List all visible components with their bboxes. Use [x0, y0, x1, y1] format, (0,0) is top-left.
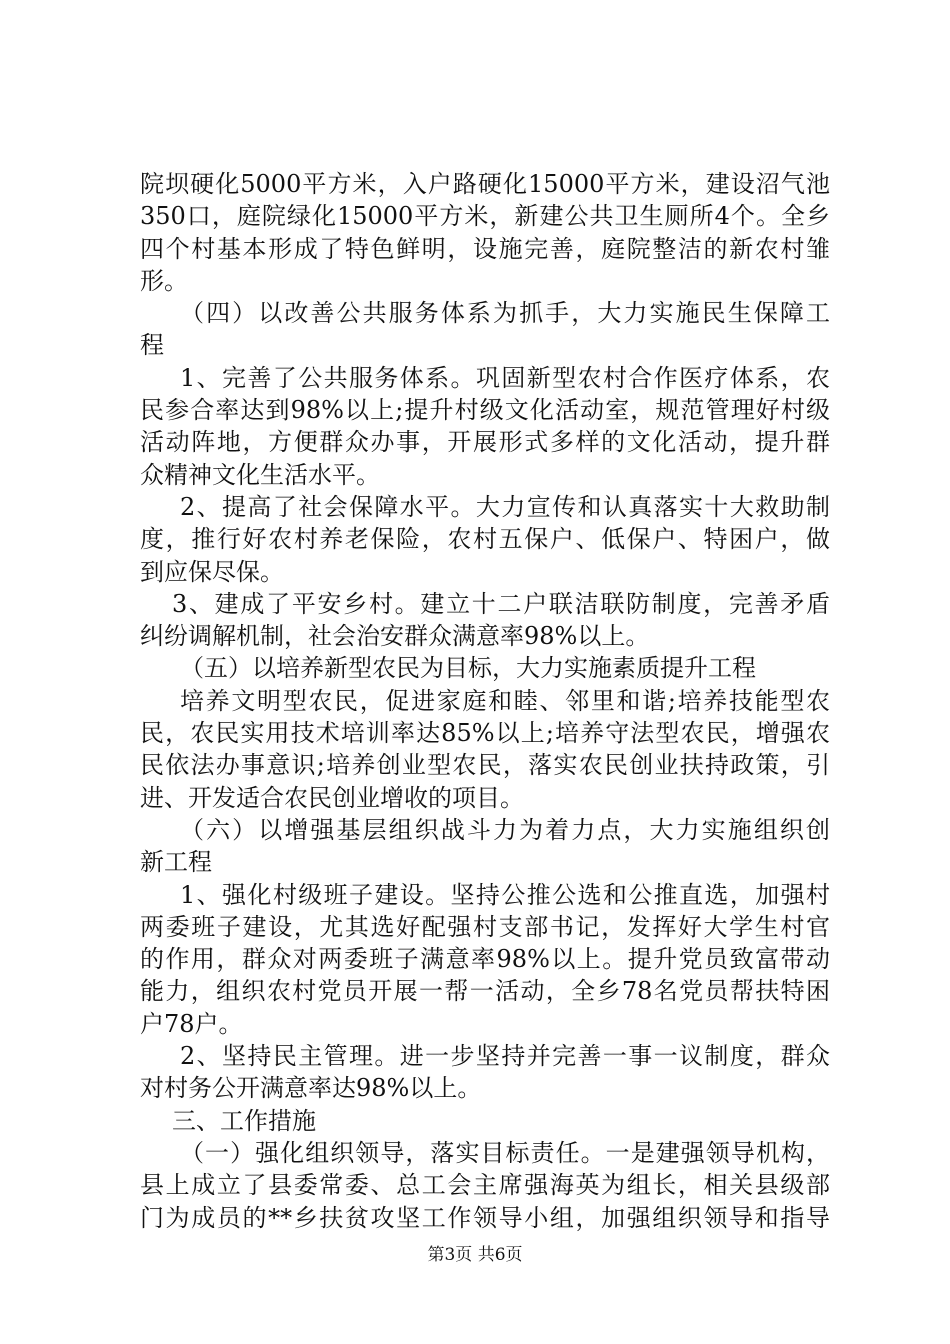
text-line: 度，推行好农村养老保险，农村五保户、低保户、特困户，做: [140, 525, 830, 554]
text-line: 进、开发适合农民创业增收的项目。: [140, 783, 524, 812]
text-line: 两委班子建设，尤其选好配强村支部书记，发挥好大学生村官: [140, 912, 830, 941]
text-line: （四）以改善公共服务体系为抓手，大力实施民生保障工: [180, 299, 830, 328]
text-line: （一）强化组织领导，落实目标责任。一是建强领导机构，: [180, 1138, 830, 1167]
text-line: 众精神文化生活水平。: [140, 460, 380, 489]
text-line: （五）以培养新型农民为目标，大力实施素质提升工程: [180, 654, 756, 683]
text-line: 1、强化村级班子建设。坚持公推公选和公推直选，加强村: [180, 880, 830, 909]
text-line: 门为成员的**乡扶贫攻坚工作领导小组，加强组织领导和指导: [140, 1203, 830, 1232]
text-line: 形。: [140, 266, 188, 295]
text-line: 民参合率达到98%以上;提升村级文化活动室，规范管理好村级: [140, 396, 830, 425]
text-line: 院坝硬化5000平方米，入户路硬化15000平方米，建设沼气池: [140, 170, 830, 198]
text-line: 县上成立了县委常委、总工会主席强海英为组长，相关县级部: [140, 1171, 830, 1200]
text-line: 到应保尽保。: [140, 557, 284, 586]
text-line: 民，农民实用技术培训率达85%以上;培养守法型农民，增强农: [140, 719, 830, 748]
text-line: 三、工作措施: [172, 1106, 316, 1135]
text-line: 1、完善了公共服务体系。巩固新型农村合作医疗体系，农: [180, 363, 830, 392]
text-line: 程: [140, 331, 164, 360]
text-line: 新工程: [140, 848, 212, 877]
text-line: 对村务公开满意率达98%以上。: [140, 1074, 482, 1103]
text-line: 四个村基本形成了特色鲜明，设施完善，庭院整洁的新农村雏: [140, 234, 830, 263]
text-line: 民依法办事意识;培养创业型农民，落实农民创业扶持政策，引: [140, 751, 830, 780]
text-line: 3、建成了平安乡村。建立十二户联洁联防制度，完善矛盾: [172, 589, 830, 618]
text-line: （六）以增强基层组织战斗力为着力点，大力实施组织创: [180, 815, 830, 844]
text-line: 活动阵地，方便群众办事，开展形式多样的文化活动，提升群: [140, 428, 830, 457]
text-line: 2、提高了社会保障水平。大力宣传和认真落实十大救助制: [180, 492, 830, 521]
page-number-footer: 第3页 共6页: [427, 1245, 523, 1265]
document-body: [140, 168, 830, 1234]
text-line: 2、坚持民主管理。进一步坚持并完善一事一议制度，群众: [180, 1042, 830, 1071]
text-line: 纠纷调解机制，社会治安群众满意率98%以上。: [140, 622, 650, 651]
text-line: 户78户。: [140, 1009, 243, 1038]
text-line: 350口，庭院绿化15000平方米，新建公共卫生厕所4个。全乡: [140, 202, 830, 231]
text-line: 的作用，群众对两委班子满意率98%以上。提升党员致富带动: [140, 945, 830, 974]
text-line: 培养文明型农民，促进家庭和睦、邻里和谐;培养技能型农: [180, 686, 830, 715]
text-line: 能力，组织农村党员开展一帮一活动，全乡78名党员帮扶特困: [140, 977, 830, 1006]
